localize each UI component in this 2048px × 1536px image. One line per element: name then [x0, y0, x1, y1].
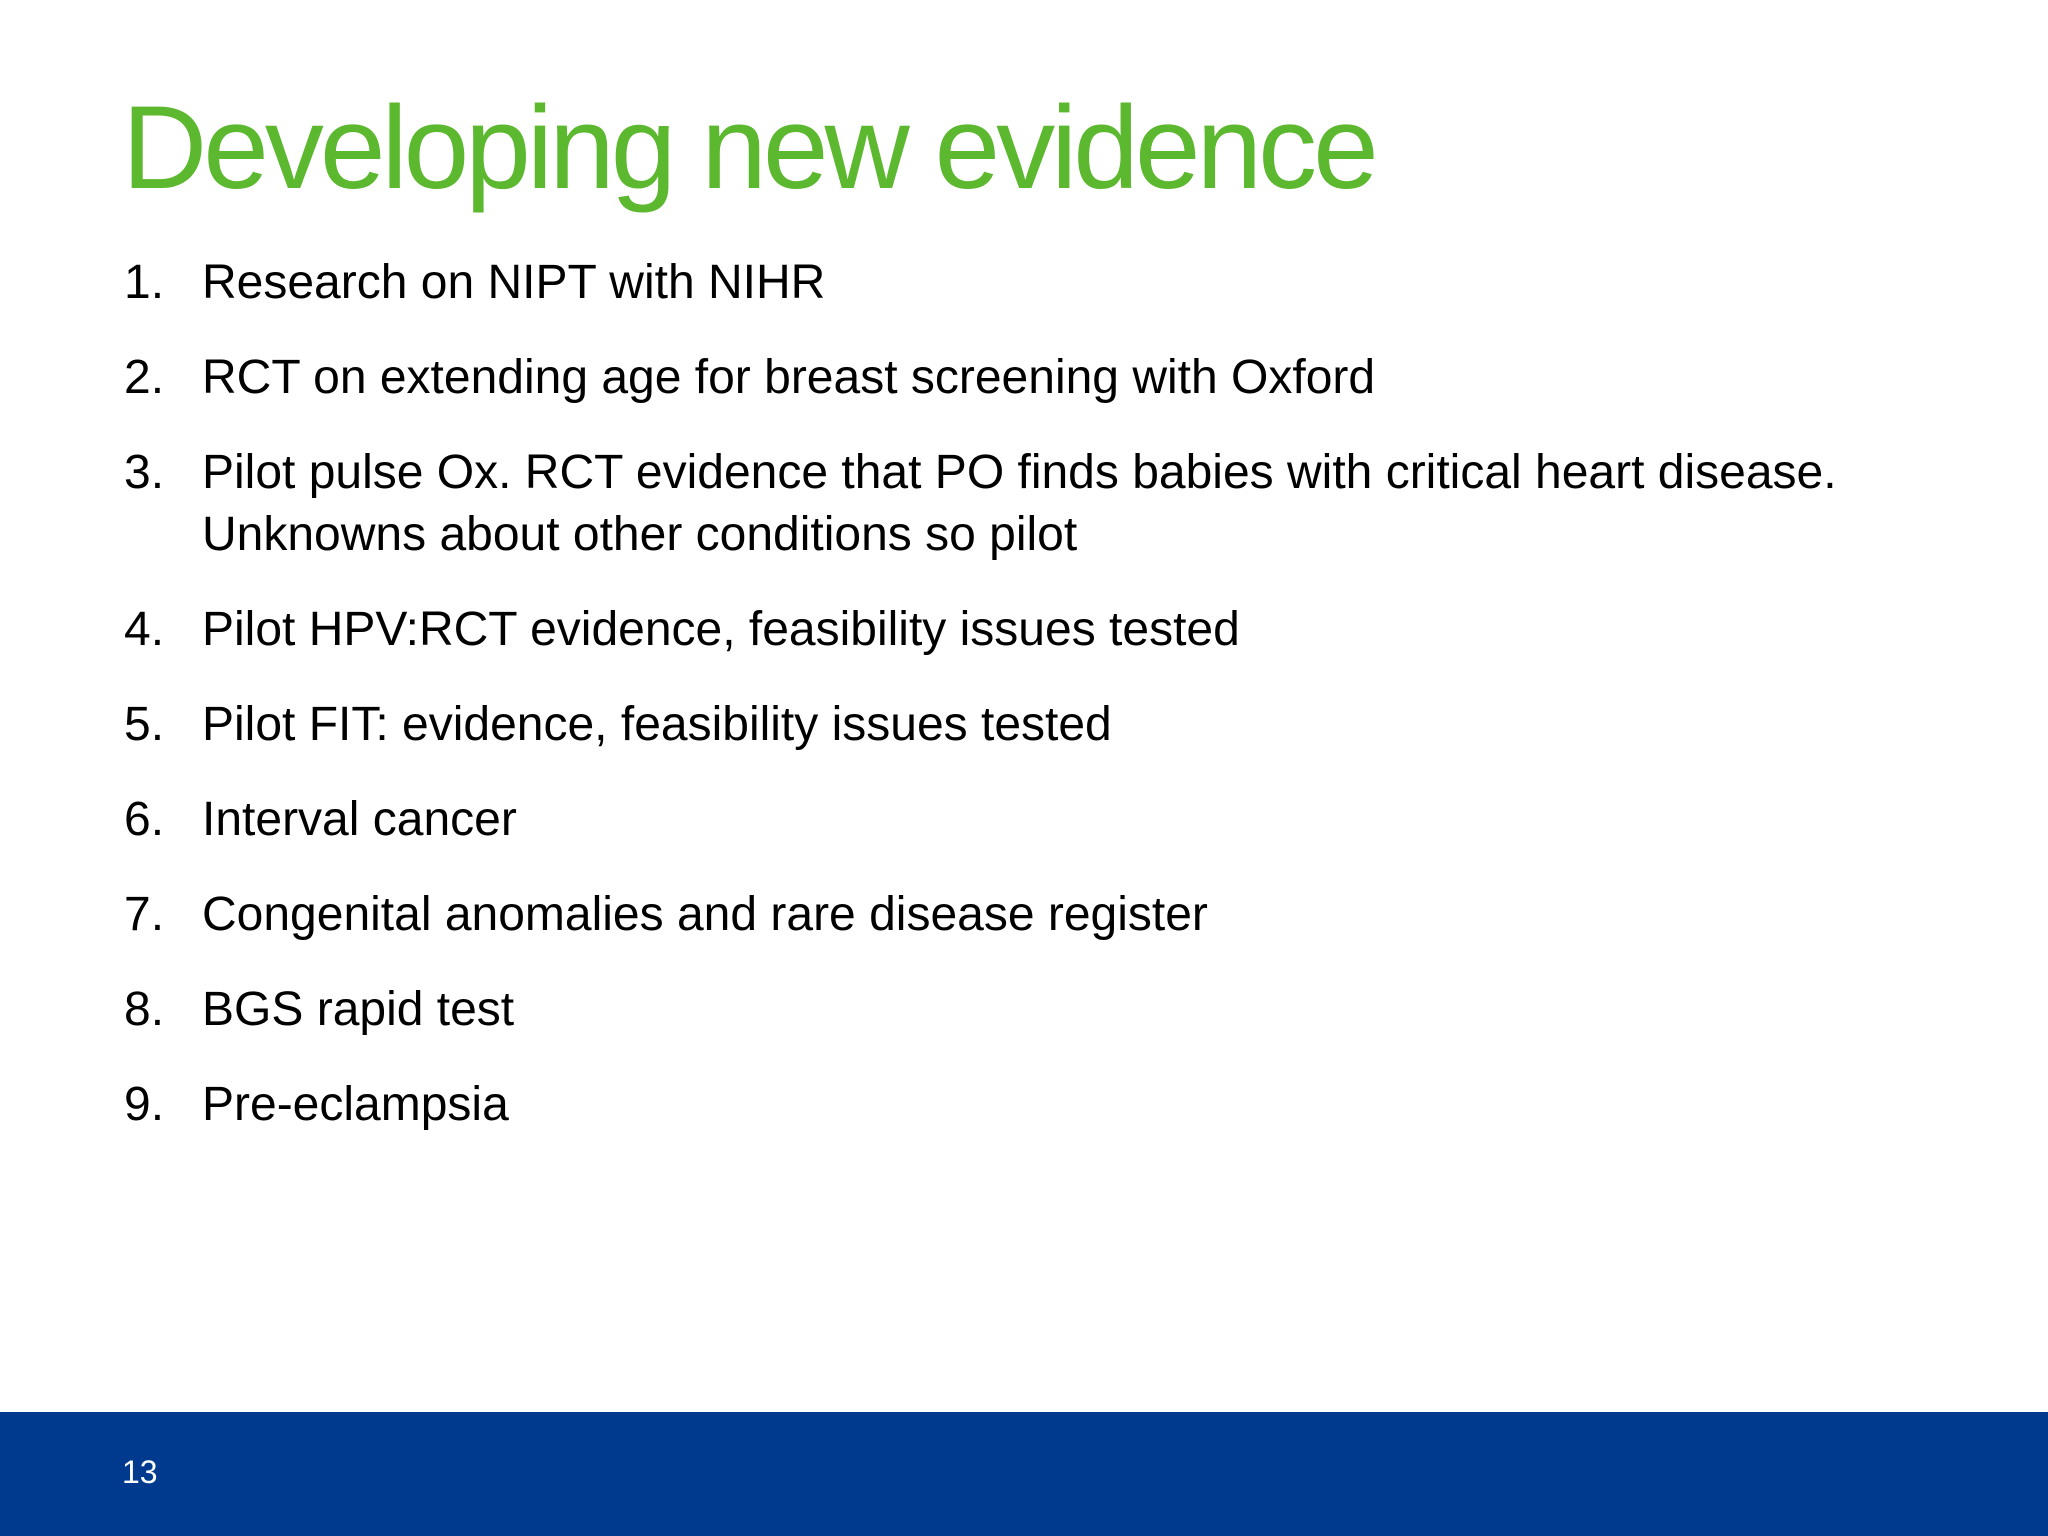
list-item-text: Research on NIPT with NIHR — [202, 256, 826, 309]
list-item — [124, 252, 1924, 314]
list-item-number: 7. — [124, 888, 165, 941]
list-item-number: 9. — [124, 1078, 165, 1131]
list-item-number: 3. — [124, 446, 165, 499]
page-number: 13 — [122, 1454, 158, 1490]
list-item-text: BGS rapid test — [202, 983, 515, 1036]
list-item-text: Interval cancer — [202, 793, 517, 846]
list-item-number: 6. — [124, 793, 165, 846]
list-item — [124, 347, 1924, 409]
evidence-list — [124, 252, 1924, 1169]
list-item — [124, 789, 1924, 851]
list-item-number: 1. — [124, 256, 165, 309]
list-item-number: 2. — [124, 351, 165, 404]
list-item — [124, 979, 1924, 1041]
list-item-text: Pilot HPV:RCT evidence, feasibility issues tested — [202, 603, 1240, 656]
list-item — [124, 442, 1924, 566]
list-item — [124, 599, 1924, 661]
list-item — [124, 884, 1924, 946]
list-item-number: 5. — [124, 698, 165, 751]
slide-title: Developing new evidence — [122, 82, 1375, 214]
list-item — [124, 694, 1924, 756]
list-item — [124, 1074, 1924, 1136]
footer-bar — [0, 1412, 2048, 1536]
list-item-text: RCT on extending age for breast screening with Oxford — [202, 351, 1376, 404]
list-item-number: 8. — [124, 983, 165, 1036]
list-item-text: Pilot pulse Ox. RCT evidence that PO finds babies with critical heart disease. Unknowns about other conditions so pilot — [202, 446, 1837, 561]
list-item-text: Pre-eclampsia — [202, 1078, 509, 1131]
list-item-text: Pilot FIT: evidence, feasibility issues tested — [202, 698, 1112, 751]
list-item-number: 4. — [124, 603, 165, 656]
list-item-text: Congenital anomalies and rare disease register — [202, 888, 1208, 941]
